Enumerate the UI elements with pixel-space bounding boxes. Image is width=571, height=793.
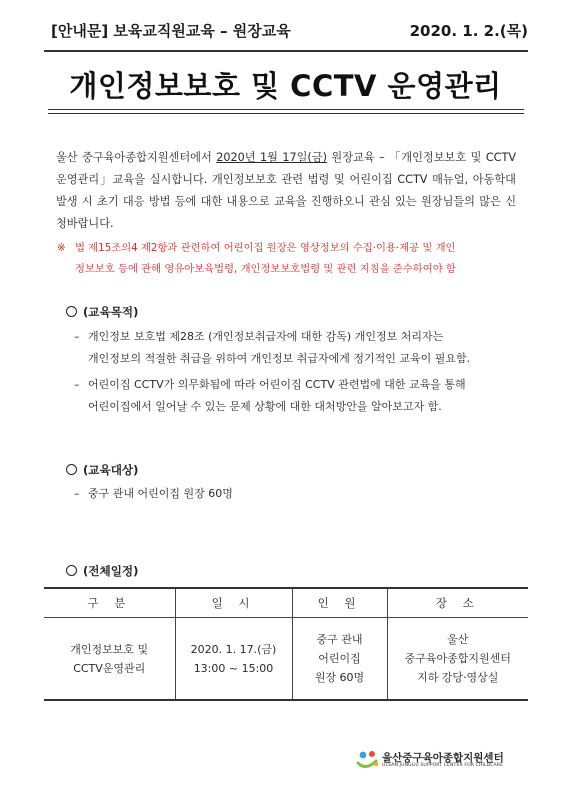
logo-dot-orange	[374, 762, 378, 766]
logo-dot-red	[369, 751, 375, 757]
cell-datetime: 2020. 1. 17.(금) 13:00 ~ 15:00	[175, 618, 292, 701]
col-header-category: 구 분	[44, 588, 175, 618]
target-item: – 중구 관내 어린이집 원장 60명	[74, 487, 233, 500]
legal-note	[57, 238, 519, 280]
section-heading-target: (교육대상)	[66, 462, 138, 478]
logo-dot-blue	[360, 752, 367, 759]
circle-bullet-icon	[66, 565, 77, 576]
organization-logo	[356, 749, 534, 773]
cell-people: 중구 관내 어린이집 원장 60명	[292, 618, 387, 701]
intro-paragraph: 울산 중구육아종합지원센터에서 2020년 1월 17일(금) 원장교육 – 「개인정보보호 및 CCTV 운영관리」교육을 실시합니다. 개인정보보호 관련 법령 및 어린이집 CCTV 매뉴얼, 아동학대 발생 시 초기 대응 방법 등에 대한 내용으로 교육을 진행하오니 관심 있는 원장님들의 많은 신청바랍니다.	[56, 151, 516, 230]
childcare-center-logo-icon	[356, 749, 380, 771]
purpose-item-1: – 개인정보 보호법 제28조 (개인정보취급자에 대한 감독) 개인정보 처리자는 개인정보의 적절한 취급을 위하여 개인정보 취급자에게 정기적인 교육이 필요함.	[74, 330, 471, 365]
note-line-1: 법 제15조의4 제2항과 관련하여 어린이집 원장은 영상정보의 수집·이용·제공 및 개인	[75, 242, 456, 254]
section-heading-schedule: (전체일정)	[66, 563, 138, 579]
title-underline-bottom	[48, 113, 524, 114]
col-header-datetime: 일 시	[175, 588, 292, 618]
col-header-place: 장 소	[387, 588, 528, 618]
page-title: 개인정보보호 및 CCTV 운영관리	[69, 69, 502, 103]
document-date: 2020. 1. 2.(목)	[409, 22, 528, 40]
intro-date: 2020년 1월 17일(금)	[216, 151, 327, 164]
org-name: 울산중구육아종합지원센터	[382, 752, 504, 764]
circle-bullet-icon	[66, 306, 77, 317]
section-heading-purpose: (교육목적)	[66, 304, 138, 320]
col-header-people: 인 원	[292, 588, 387, 618]
table-header-row	[44, 588, 528, 618]
purpose-item-2: – 어린이집 CCTV가 의무화됨에 따라 어린이집 CCTV 관련법에 대한 교육을 통해 어린이집에서 일어날 수 있는 문제 상황에 대한 대처방안을 알아보고자 함.	[74, 378, 466, 413]
note-mark: ※	[57, 242, 66, 254]
cell-category: 개인정보보호 및 CCTV운영관리	[44, 618, 175, 701]
org-name-en: ULSAN JUNGGU SUPPORT CENTER FOR CHILDCARE	[382, 763, 504, 768]
schedule-table	[44, 587, 528, 701]
note-line-2: 정보보호 등에 관해 영유아보육법령, 개인정보보호법령 및 관련 지침을 준수하여야 함	[75, 263, 456, 275]
document-category: [안내문] 보육교직원교육 – 원장교육	[51, 22, 291, 40]
table-row	[44, 618, 528, 701]
cell-place: 울산 중구육아종합지원센터 지하 강당·영상실	[387, 618, 528, 701]
title-underline-top	[48, 109, 524, 110]
header-divider	[44, 50, 528, 52]
logo-swoosh-green	[358, 761, 376, 767]
circle-bullet-icon	[66, 464, 77, 475]
